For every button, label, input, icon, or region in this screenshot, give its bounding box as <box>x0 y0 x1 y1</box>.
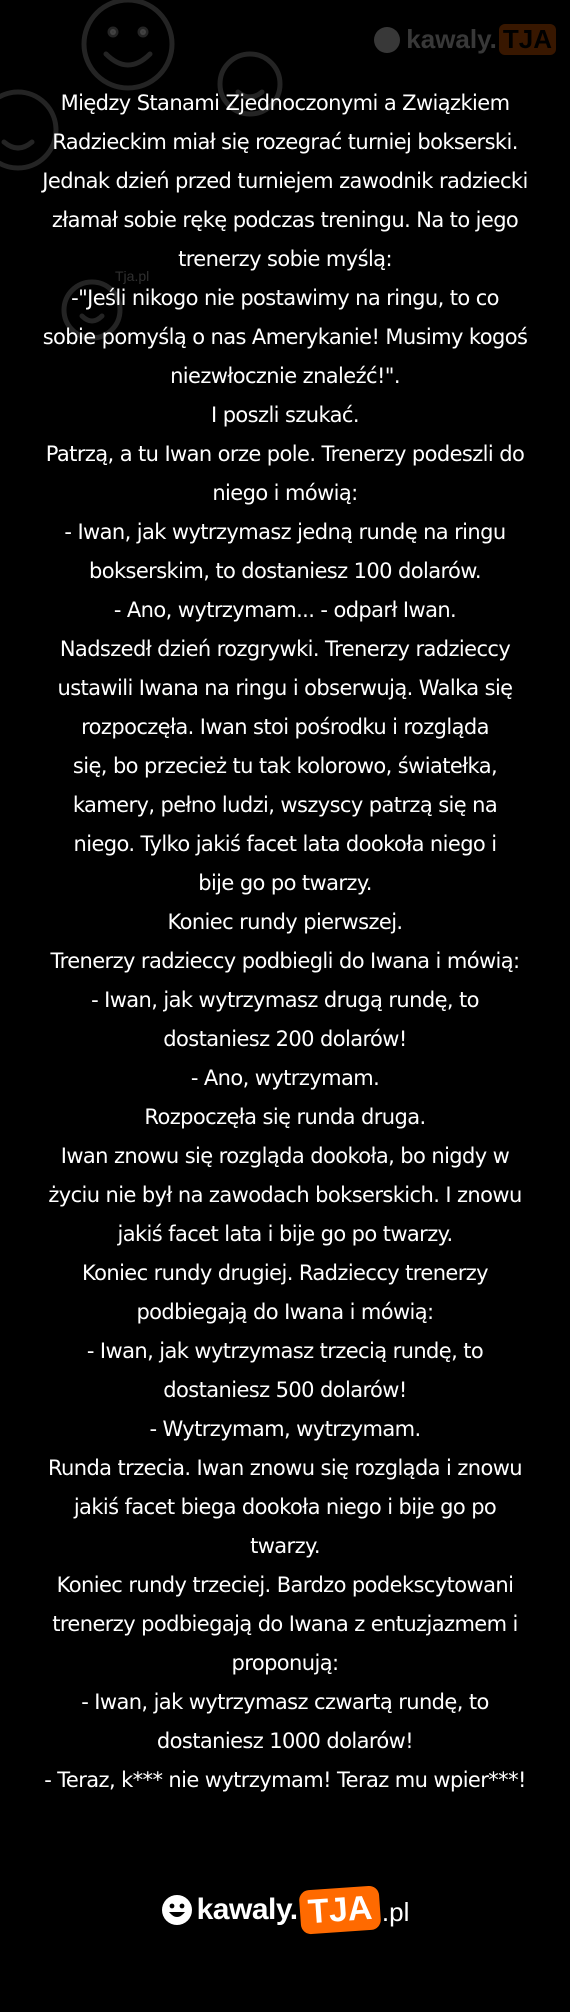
joke-line: Iwan znowu się rozgląda dookoła, bo nigdy w <box>60 1144 510 1168</box>
joke-line: - Iwan, jak wytrzymasz czwartą rundę, to <box>81 1690 489 1714</box>
watermark-brand-highlight: TJA <box>499 24 556 55</box>
joke-line: - Teraz, k*** nie wytrzymam! Teraz mu wpier***! <box>44 1768 526 1792</box>
joke-line: dostaniesz 200 dolarów! <box>163 1027 407 1051</box>
joke-line: Patrzą, a tu Iwan orze pole. Trenerzy podeszli do <box>45 442 525 466</box>
logo-brand-highlight: TJA <box>298 1885 381 1934</box>
smiley-face-icon <box>161 1894 193 1926</box>
joke-line: - Wytrzymam, wytrzymam. <box>149 1417 421 1441</box>
joke-line: złamał sobie rękę podczas treningu. Na to jego <box>51 208 519 232</box>
footer-logo[interactable] <box>0 1888 570 1932</box>
joke-line: niego i mówią: <box>212 481 358 505</box>
joke-line: proponują: <box>231 1651 339 1675</box>
joke-line: Jednak dzień przed turniejem zawodnik radziecki <box>42 169 528 193</box>
joke-line: -"Jeśli nikogo nie postawimy na ringu, to co <box>71 286 499 310</box>
joke-line: ustawili Iwana na ringu i obserwują. Walka się <box>57 676 513 700</box>
joke-line: Koniec rundy drugiej. Radzieccy trenerzy <box>81 1261 489 1285</box>
joke-line: kamery, pełno ludzi, wszyscy patrzą się na <box>72 793 498 817</box>
joke-line: dostaniesz 500 dolarów! <box>163 1378 407 1402</box>
brand-watermark-top <box>374 24 556 55</box>
smiley-face-icon <box>374 27 400 53</box>
joke-line: trenerzy sobie myślą: <box>178 247 392 271</box>
joke-line: Koniec rundy trzeciej. Bardzo podekscytowani <box>56 1573 514 1597</box>
joke-line: bokserskim, to dostaniesz 100 dolarów. <box>88 559 482 583</box>
joke-text <box>20 84 550 1800</box>
joke-line: Runda trzecia. Iwan znowu się rozgląda i znowu <box>47 1456 522 1480</box>
joke-line: - Ano, wytrzymam... - odparł Iwan. <box>113 598 457 622</box>
joke-line: bije go po twarzy. <box>198 871 372 895</box>
joke-line: sobie pomyślą o nas Amerykanie! Musimy kogoś <box>42 325 528 349</box>
logo-tld: .pl <box>381 1897 410 1927</box>
joke-line: podbiegają do Iwana i mówią: <box>136 1300 434 1324</box>
joke-line: jakiś facet lata i bije go po twarzy. <box>117 1222 453 1246</box>
logo-brand-name: kawaly. <box>196 1893 298 1926</box>
joke-line: - Iwan, jak wytrzymasz jedną rundę na ringu <box>64 520 506 544</box>
joke-line: się, bo przecież tu tak kolorowo, światełka, <box>72 754 498 778</box>
joke-line: trenerzy podbiegają do Iwana z entuzjazmem i <box>52 1612 518 1636</box>
joke-line: - Iwan, jak wytrzymasz drugą rundę, to <box>91 988 479 1012</box>
joke-line: - Iwan, jak wytrzymasz trzecią rundę, to <box>86 1339 484 1363</box>
joke-line: Nadszedł dzień rozgrywki. Trenerzy radzieccy <box>59 637 511 661</box>
watermark-brand-name: kawaly. <box>406 24 497 54</box>
joke-line: jakiś facet biega dookoła niego i bije go po <box>73 1495 497 1519</box>
joke-line: Koniec rundy pierwszej. <box>167 910 403 934</box>
joke-line: Rozpoczęła się runda druga. <box>144 1105 426 1129</box>
joke-line: I poszli szukać. <box>211 403 359 427</box>
joke-line: twarzy. <box>250 1534 320 1558</box>
joke-line: rozpoczęła. Iwan stoi pośrodku i rozgląda <box>81 715 489 739</box>
joke-line: Radzieckim miał się rozegrać turniej bokserski. <box>52 130 518 154</box>
joke-line: niego. Tylko jakiś facet lata dookoła niego i <box>73 832 497 856</box>
side-watermark: Tja.pl <box>115 268 150 284</box>
joke-line: - Ano, wytrzymam. <box>190 1066 380 1090</box>
joke-line: Między Stanami Zjednoczonymi a Związkiem <box>60 91 510 115</box>
joke-line: życiu nie był na zawodach bokserskich. I znowu <box>48 1183 522 1207</box>
joke-line: Trenerzy radzieccy podbiegli do Iwana i mówią: <box>50 949 520 973</box>
joke-line: dostaniesz 1000 dolarów! <box>156 1729 414 1753</box>
joke-line: niezwłocznie znaleźć!". <box>170 364 400 388</box>
